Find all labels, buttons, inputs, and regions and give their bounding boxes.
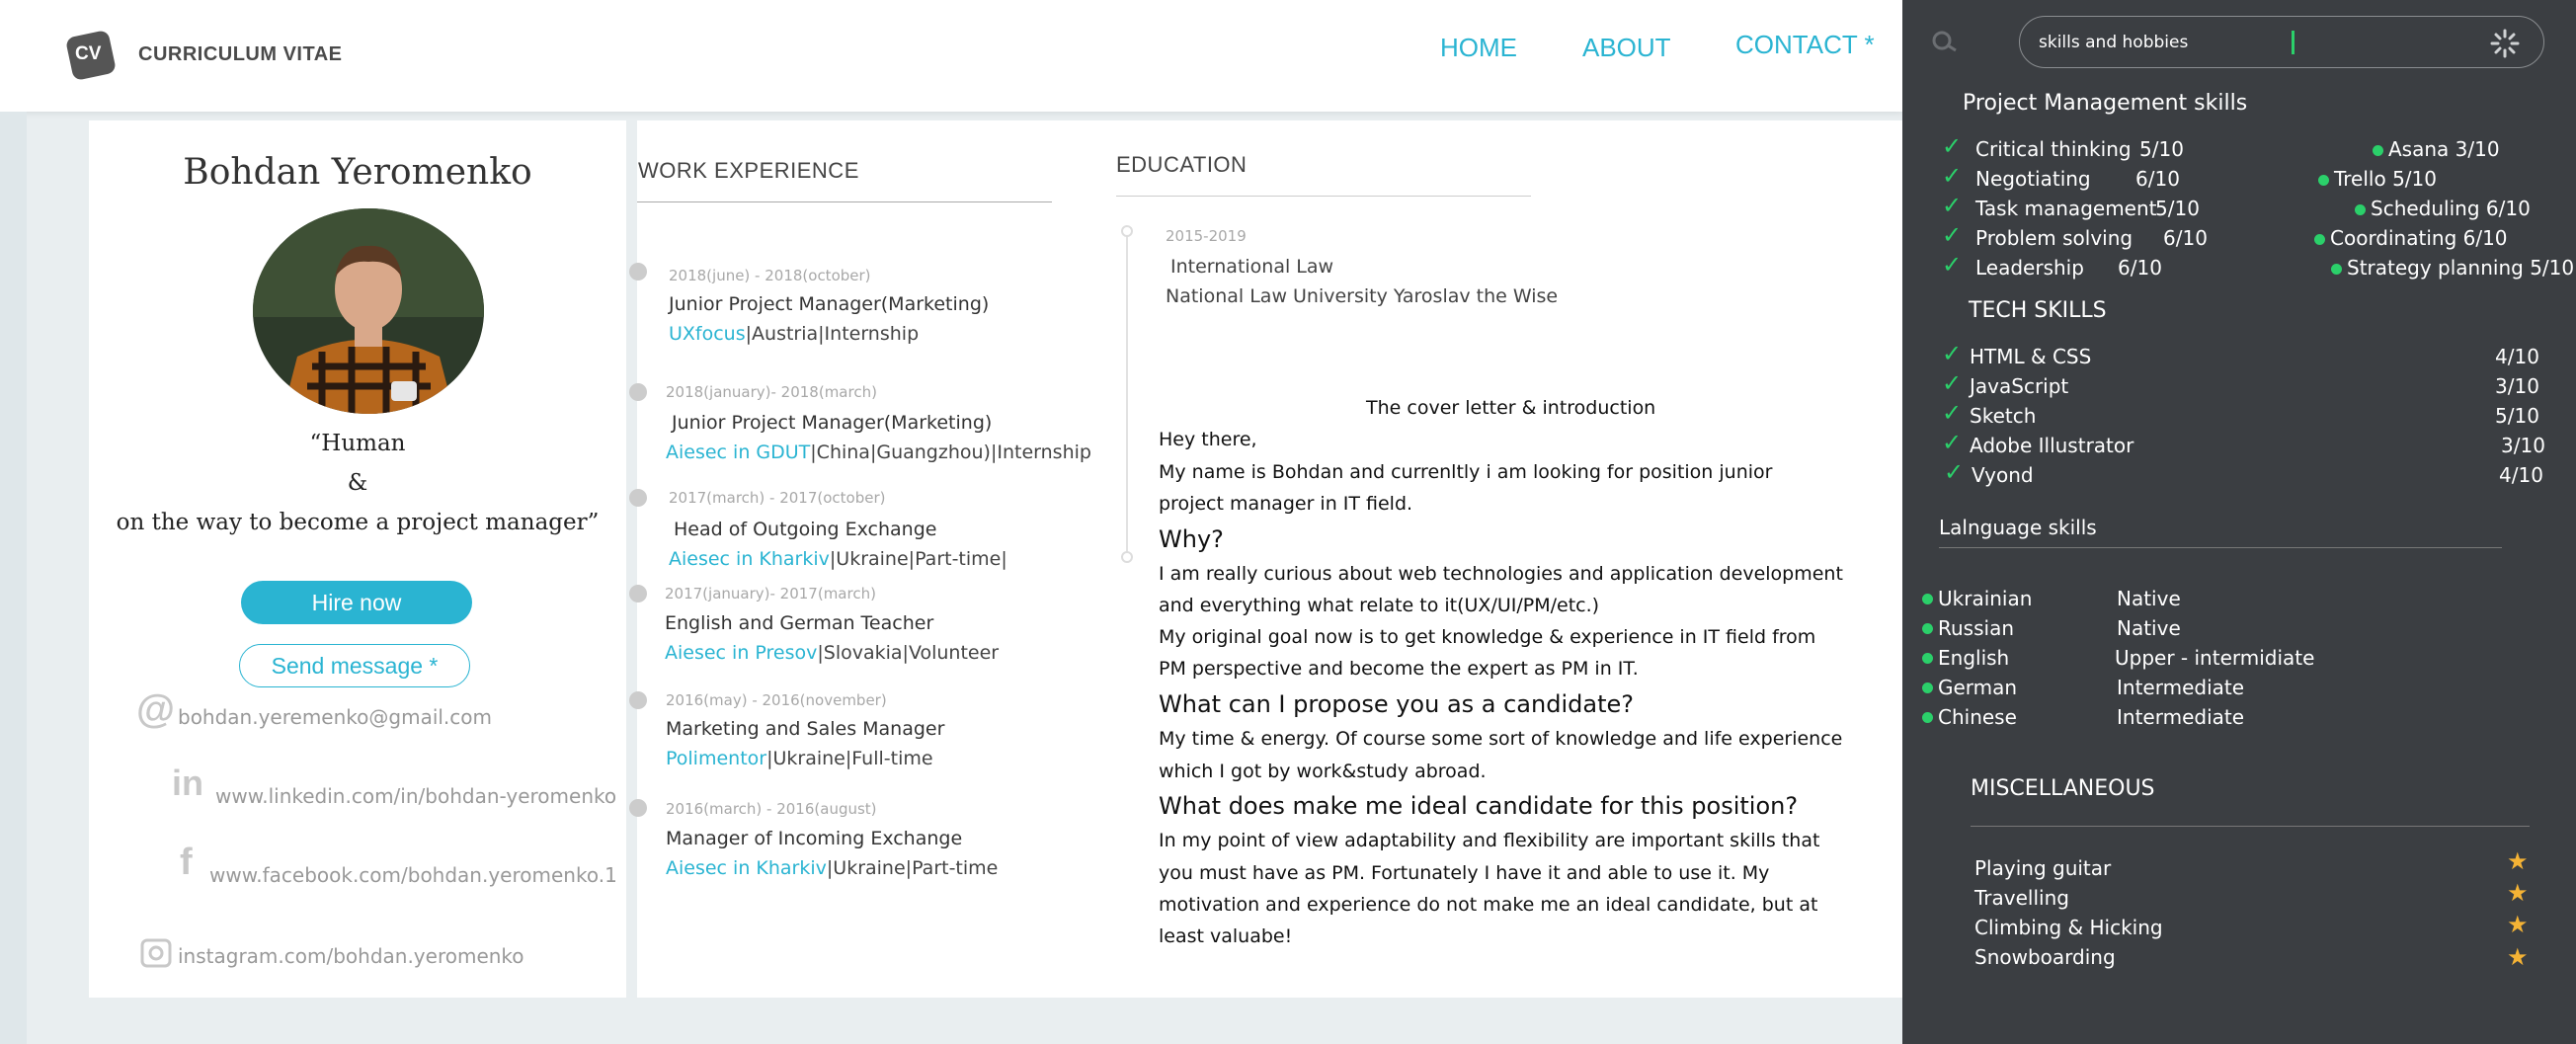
work-role: Junior Project Manager(Marketing) <box>669 293 990 315</box>
language-name: Ukrainian <box>1938 587 2033 610</box>
star-icon: ★ <box>2507 879 2529 907</box>
cover-heading: What does make me ideal candidate for this position? <box>1159 792 1799 820</box>
pm-skill-name: Leadership <box>1975 256 2084 280</box>
work-role: Head of Outgoing Exchange <box>674 519 937 540</box>
pm-skill-name: Task management <box>1975 197 2157 220</box>
green-dot <box>1922 712 1933 723</box>
skills-panel <box>1902 0 2576 1044</box>
instagram-icon <box>140 938 172 968</box>
education-school: National Law University Yaroslav the Wise <box>1166 285 1559 307</box>
language-level: Native <box>2117 616 2181 640</box>
check-icon: ✓ <box>1942 340 1963 367</box>
pm-tool-skill: Strategy planning 5/10 <box>2347 256 2575 280</box>
hire-now-button[interactable]: Hire now <box>241 581 472 624</box>
star-icon: ★ <box>2507 943 2529 971</box>
check-icon: ✓ <box>1942 251 1963 279</box>
tech-skill-name: Sketch <box>1970 404 2037 428</box>
cover-text: My original goal now is to get knowledge & experience in IT field from <box>1159 626 1816 648</box>
email-link[interactable]: bohdan.yeremenko@gmail.com <box>178 705 493 729</box>
search-cursor <box>2292 31 2294 54</box>
work-date: 2018(june) - 2018(october) <box>669 267 871 284</box>
pm-skill-score: 6/10 <box>2118 256 2162 280</box>
miscellaneous-title: MISCELLANEOUS <box>1971 776 2155 801</box>
nav-about[interactable]: ABOUT <box>1582 33 1671 62</box>
cover-text: least valuabe! <box>1159 925 1293 947</box>
cover-text: My name is Bohdan and currenltly i am looking for position junior <box>1159 461 1773 483</box>
work-title-divider <box>637 201 1052 202</box>
tech-skill-name: Adobe Illustrator <box>1970 434 2134 457</box>
brand-title: CURRICULUM VITAE <box>138 43 343 65</box>
pm-skills-title: Project Management skills <box>1963 91 2248 116</box>
green-dot <box>1922 683 1933 693</box>
tech-skill-score: 4/10 <box>2499 463 2543 487</box>
green-dot <box>2331 264 2342 275</box>
green-dot <box>1922 594 1933 604</box>
main-content <box>637 120 1902 998</box>
timeline-dot <box>629 799 647 817</box>
work-org[interactable]: Aiesec in Kharkiv <box>666 857 827 879</box>
profile-name: Bohdan Yeromenko <box>183 152 532 193</box>
pm-skill-score: 6/10 <box>2135 167 2180 191</box>
top-navbar <box>0 0 1902 112</box>
cover-text: I am really curious about web technologies and application development <box>1159 563 1843 585</box>
timeline-node <box>1121 551 1133 563</box>
cover-text: PM perspective and become the expert as PM in IT. <box>1159 658 1639 680</box>
tech-skill-score: 4/10 <box>2495 345 2539 368</box>
search-icon[interactable] <box>1930 30 1960 53</box>
pm-skill-name: Negotiating <box>1975 167 2091 191</box>
instagram-link[interactable]: instagram.com/bohdan.yeromenko <box>178 944 524 968</box>
quote-line-1: “Human <box>309 431 406 456</box>
work-details: |Ukraine|Part-time <box>826 857 999 879</box>
timeline-dot <box>629 489 647 507</box>
work-org-line <box>666 748 933 769</box>
tech-skill-score: 5/10 <box>2495 404 2539 428</box>
work-title: WORK EXPERIENCE <box>638 158 859 183</box>
language-level: Upper - intermidiate <box>2115 646 2315 670</box>
check-icon: ✓ <box>1942 399 1963 427</box>
pm-skill-name: Critical thinking <box>1975 137 2132 161</box>
green-dot <box>2373 145 2383 156</box>
education-title: EDUCATION <box>1116 152 1248 177</box>
work-date: 2016(may) - 2016(november) <box>666 691 887 709</box>
work-role: English and German Teacher <box>665 612 934 634</box>
timeline-dot <box>629 383 647 401</box>
nav-contact[interactable]: CONTACT * <box>1735 30 1875 59</box>
work-org[interactable]: Aiesec in Presov <box>665 642 818 664</box>
cover-text: motivation and experience do not make me an ideal candidate, but at <box>1159 894 1818 916</box>
check-icon: ✓ <box>1942 221 1963 249</box>
tech-skill-score: 3/10 <box>2501 434 2545 457</box>
language-level: Native <box>2117 587 2181 610</box>
check-icon: ✓ <box>1942 429 1963 456</box>
hobby-item: Travelling <box>1974 886 2069 910</box>
check-icon: ✓ <box>1942 132 1963 160</box>
pm-tool-skill: Coordinating 6/10 <box>2330 226 2508 250</box>
work-details: |Slovakia|Volunteer <box>817 642 1000 664</box>
work-org-line <box>666 857 998 879</box>
tech-skills-title: TECH SKILLS <box>1969 298 2107 323</box>
work-org[interactable]: Polimentor <box>666 748 767 769</box>
hobby-item: Climbing & Hicking <box>1974 916 2163 939</box>
pm-tool-skill: Scheduling 6/10 <box>2371 197 2531 220</box>
cover-text: you must have as PM. Fortunately I have it and able to use it. My <box>1159 862 1770 884</box>
linkedin-link[interactable]: www.linkedin.com/in/bohdan-yeromenko <box>215 784 617 808</box>
star-icon: ★ <box>2507 847 2529 875</box>
language-level: Intermediate <box>2117 676 2245 699</box>
check-icon: ✓ <box>1944 458 1965 486</box>
work-details: |Ukraine|Full-time <box>766 748 933 769</box>
cover-text: which I got by work&study abroad. <box>1159 761 1487 782</box>
language-level: Intermediate <box>2117 705 2245 729</box>
pm-skill-score: 5/10 <box>2155 197 2200 220</box>
tech-skill-name: Vyond <box>1972 463 2034 487</box>
cover-text: and everything what relate to it(UX/UI/PM/etc.) <box>1159 595 1600 616</box>
green-dot <box>2314 234 2325 245</box>
at-icon: @ <box>136 687 176 731</box>
star-icon: ★ <box>2507 911 2529 938</box>
work-org[interactable]: Aiesec in Kharkiv <box>669 548 830 570</box>
green-dot <box>1922 653 1933 664</box>
send-message-button[interactable]: Send message * <box>239 644 470 687</box>
pm-skill-name: Problem solving <box>1975 226 2133 250</box>
education-title-divider <box>1116 196 1531 197</box>
misc-divider <box>1971 826 2530 827</box>
hobby-item: Playing guitar <box>1974 856 2112 880</box>
language-skills-title: Lalnguage skills <box>1939 516 2097 539</box>
work-role: Marketing and Sales Manager <box>666 718 945 740</box>
work-role: Junior Project Manager(Marketing) <box>672 412 993 434</box>
education-degree: International Law <box>1170 256 1334 278</box>
language-name: Chinese <box>1938 705 2017 729</box>
left-edge-strip <box>0 112 27 1044</box>
linkedin-icon: in <box>172 763 203 803</box>
work-date: 2017(march) - 2017(october) <box>669 489 886 507</box>
timeline-dot <box>629 263 647 281</box>
green-dot <box>2355 204 2366 215</box>
loading-spinner-icon <box>2489 28 2521 59</box>
cover-text: Hey there, <box>1159 429 1257 450</box>
cover-heading: Why? <box>1159 525 1224 553</box>
language-divider <box>1939 547 2502 548</box>
work-details: |Ukraine|Part-time| <box>829 548 1007 570</box>
green-dot <box>2318 175 2329 186</box>
facebook-link[interactable]: www.facebook.com/bohdan.yeromenko.1 <box>209 863 617 887</box>
pm-skill-score: 6/10 <box>2163 226 2208 250</box>
quote-line-3: on the way to become a project manager” <box>116 510 600 535</box>
logo-text: CV <box>75 43 102 64</box>
tech-skill-score: 3/10 <box>2495 374 2539 398</box>
cover-heading: What can I propose you as a candidate? <box>1159 690 1634 718</box>
facebook-icon: f <box>180 842 193 883</box>
timeline-node <box>1121 225 1133 237</box>
work-role: Manager of Incoming Exchange <box>666 828 963 849</box>
check-icon: ✓ <box>1942 162 1963 190</box>
work-org-line <box>665 642 999 664</box>
work-details: |Austria|Internship <box>745 323 920 345</box>
work-date: 2016(march) - 2016(august) <box>666 800 877 818</box>
work-org-line <box>669 548 1007 570</box>
cover-text: project manager in IT field. <box>1159 493 1413 515</box>
language-name: Russian <box>1938 616 2015 640</box>
education-timeline <box>1126 229 1128 555</box>
check-icon: ✓ <box>1942 369 1963 397</box>
work-date: 2018(january)- 2018(march) <box>666 383 877 401</box>
quote-line-2: & <box>347 470 368 496</box>
language-name: English <box>1938 646 2010 670</box>
work-org-line <box>666 442 1091 463</box>
work-details: |China|Guangzhou)|Internship <box>810 442 1091 463</box>
nav-home[interactable]: HOME <box>1440 33 1517 62</box>
language-name: German <box>1938 676 2018 699</box>
hobby-item: Snowboarding <box>1974 945 2116 969</box>
tech-skill-name: JavaScript <box>1970 374 2069 398</box>
profile-card <box>89 120 626 998</box>
pm-tool-skill: Asana 3/10 <box>2388 137 2500 161</box>
tech-skill-name: HTML & CSS <box>1970 345 2092 368</box>
timeline-dot <box>629 585 647 602</box>
work-org-line <box>669 323 919 345</box>
cover-text: In my point of view adaptability and flexibility are important skills that <box>1159 830 1820 851</box>
green-dot <box>1922 623 1933 634</box>
search-input-value: skills and hobbies <box>2039 33 2189 52</box>
pm-skill-score: 5/10 <box>2139 137 2184 161</box>
cover-letter-title: The cover letter & introduction <box>1366 397 1656 419</box>
education-years: 2015-2019 <box>1166 227 1247 245</box>
work-date: 2017(january)- 2017(march) <box>665 585 876 602</box>
cover-text: My time & energy. Of course some sort of knowledge and life experience <box>1159 728 1843 750</box>
pm-tool-skill: Trello 5/10 <box>2334 167 2437 191</box>
check-icon: ✓ <box>1942 192 1963 219</box>
profile-photo <box>253 208 484 414</box>
work-org[interactable]: UXfocus <box>669 323 746 345</box>
timeline-dot <box>629 691 647 709</box>
work-org[interactable]: Aiesec in GDUT <box>666 442 811 463</box>
